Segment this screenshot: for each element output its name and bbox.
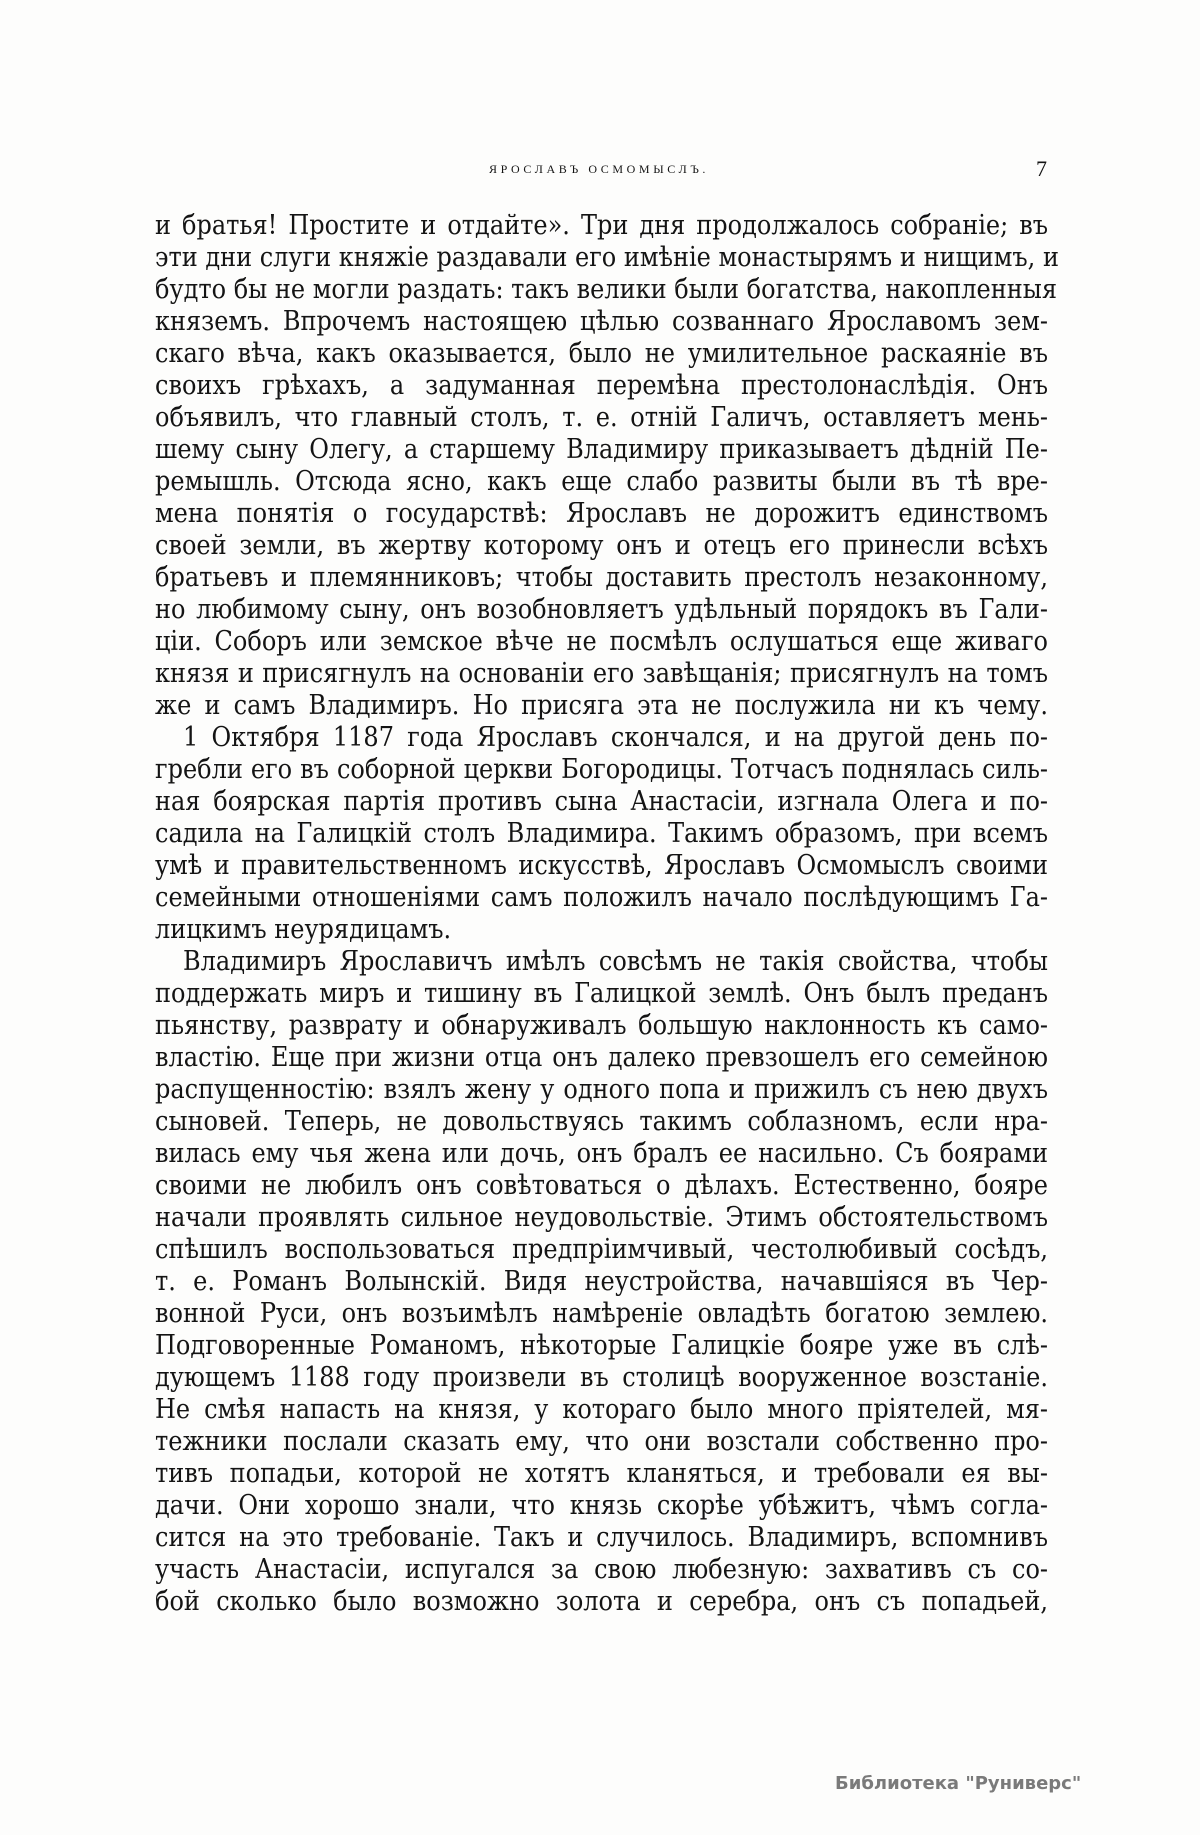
text-line: скаго вѣча, какъ оказывается, было не умилительное раскаянiе въ bbox=[155, 337, 1048, 369]
text-line: спѣшилъ воспользоваться предпрiимчивый, честолюбивый сосѣдъ, bbox=[155, 1233, 1048, 1265]
text-line: семейными отношенiями самъ положилъ начало послѣдующимъ Га- bbox=[155, 881, 1048, 913]
text-line: дующемъ 1188 году произвели въ столицѣ вооруженное возстанiе. bbox=[155, 1361, 1048, 1393]
text-line: садила на Галицкiй столъ Владимира. Такимъ образомъ, при всемъ bbox=[155, 817, 1048, 849]
text-line: гребли его въ соборной церкви Богородицы. Тотчасъ поднялась силь- bbox=[155, 753, 1048, 785]
text-line: участь Анастасiи, испугался за свою любезную: захвативъ съ со- bbox=[155, 1553, 1048, 1585]
text-line: будто бы не могли раздать: такъ велики были богатства, накопленныя bbox=[155, 273, 1057, 305]
text-line: властiю. Еще при жизни отца онъ далеко превзошелъ его семейною bbox=[155, 1041, 1048, 1073]
text-line: княземъ. Впрочемъ настоящею цѣлью созваннаго Ярославомъ зем- bbox=[155, 305, 1048, 337]
text-line: тежники послали сказать ему, что они возстали собственно про- bbox=[155, 1425, 1048, 1457]
paragraph bbox=[155, 721, 1048, 945]
text-line: т. е. Романъ Волынскiй. Видя неустройства, начавшiяся въ Чер- bbox=[155, 1265, 1048, 1297]
text-line: пьянству, разврату и обнаруживалъ большую наклонность къ само- bbox=[155, 1009, 1048, 1041]
library-watermark: Библиотека "Руниверс" bbox=[835, 1773, 1082, 1794]
text-line: братьевъ и племянниковъ; чтобы доставить престолъ незаконному, bbox=[155, 561, 1048, 593]
text-line: ная боярская партiя противъ сына Анастасiи, изгнала Олега и по- bbox=[155, 785, 1048, 817]
text-line: сится на это требованiе. Такъ и случилось. Владимиръ, вспомнивъ bbox=[155, 1521, 1048, 1553]
text-line: бой сколько было возможно золота и серебра, онъ съ попадьей, bbox=[155, 1585, 1048, 1617]
text-line: же и самъ Владимиръ. Но присяга эта не послужила ни къ чему. bbox=[155, 689, 1048, 721]
text-line: Владимиръ Ярославичъ имѣлъ совсѣмъ не такiя свойства, чтобы bbox=[183, 945, 1048, 977]
paragraph bbox=[155, 209, 1059, 721]
page-number: 7 bbox=[1036, 156, 1047, 181]
text-line: начали проявлять сильное неудовольствiе. Этимъ обстоятельствомъ bbox=[155, 1201, 1048, 1233]
paragraph bbox=[155, 945, 1048, 1617]
text-line: мена понятiя о государствѣ: Ярославъ не дорожитъ единствомъ bbox=[155, 497, 1048, 529]
text-line: Не смѣя напасть на князя, у котораго было много прiятелей, мя- bbox=[155, 1393, 1048, 1425]
text-line: сыновей. Теперь, не довольствуясь такимъ соблазномъ, если нра- bbox=[155, 1105, 1048, 1137]
text-line: умѣ и правительственномъ искусствѣ, Ярославъ Осмомыслъ своими bbox=[155, 849, 1048, 881]
text-line: своихъ грѣхахъ, а задуманная перемѣна престолонаслѣдiя. Онъ bbox=[155, 369, 1048, 401]
text-line: цiи. Соборъ или земское вѣче не посмѣлъ ослушаться еще живаго bbox=[155, 625, 1048, 657]
text-line: вонной Руси, онъ возъимѣлъ намѣренiе овладѣть богатою землею. bbox=[155, 1297, 1048, 1329]
text-line: тивъ попадьи, которой не хотятъ кланяться, и требовали ея вы- bbox=[155, 1457, 1048, 1489]
running-head: ЯРОСЛАВЪ ОСМОМЫСЛЪ. bbox=[489, 162, 709, 176]
text-line: но любимому сыну, онъ возобновляетъ удѣльный порядокъ въ Гали- bbox=[155, 593, 1048, 625]
body-text bbox=[155, 209, 1059, 1617]
text-line: шему сыну Олегу, а старшему Владимиру приказываетъ дѣднiй Пе- bbox=[155, 433, 1048, 465]
text-line: ремышль. Отсюда ясно, какъ еще слабо развиты были въ тѣ вре- bbox=[155, 465, 1048, 497]
text-line: объявилъ, что главный столъ, т. е. отнiй Галичъ, оставляетъ мень- bbox=[155, 401, 1048, 433]
text-line: вилась ему чья жена или дочь, онъ бралъ ее насильно. Съ боярами bbox=[155, 1137, 1048, 1169]
text-line: эти дни слуги княжiе раздавали его имѣнiе монастырямъ и нищимъ, и bbox=[155, 241, 1059, 273]
text-line: своей земли, въ жертву которому онъ и отецъ его принесли всѣхъ bbox=[155, 529, 1048, 561]
text-line: лицкимъ неурядицамъ. bbox=[155, 913, 452, 945]
text-line: распущенностiю: взялъ жену у одного попа и прижилъ съ нею двухъ bbox=[155, 1073, 1048, 1105]
text-line: Подговоренные Романомъ, нѣкоторые Галицкiе бояре уже въ слѣ- bbox=[155, 1329, 1048, 1361]
text-line: 1 Октября 1187 года Ярославъ скончался, и на другой день по- bbox=[183, 721, 1048, 753]
text-line: князя и присягнулъ на основанiи его завѣщанiя; присягнулъ на томъ bbox=[155, 657, 1048, 689]
text-line: своими не любилъ онъ совѣтоваться о дѣлахъ. Естественно, бояре bbox=[155, 1169, 1048, 1201]
text-line: поддержать миръ и тишину въ Галицкой землѣ. Онъ былъ преданъ bbox=[155, 977, 1048, 1009]
text-line: и братья! Простите и отдайте». Три дня продолжалось собранiе; въ bbox=[155, 209, 1048, 241]
text-line: дачи. Они хорошо знали, что князь скорѣе убѣжитъ, чѣмъ согла- bbox=[155, 1489, 1048, 1521]
